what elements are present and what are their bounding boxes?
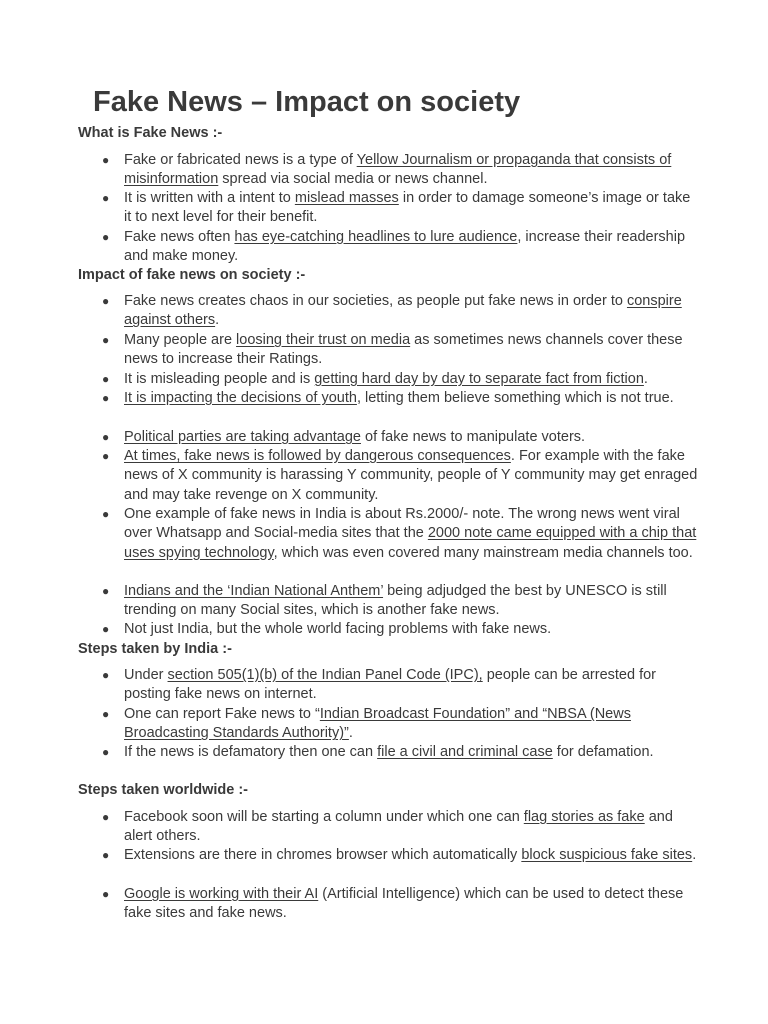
text-segment: . [692,847,697,863]
bullet-icon: ● [102,848,110,862]
text-segment: , increase their readership and make money. [124,229,686,265]
bullet-icon: ● [102,294,110,308]
bullet-icon: ● [102,622,110,636]
section-heading-india: Steps taken by India :- [78,641,232,657]
text-segment: Fake news often [124,229,235,245]
bullet-icon: ● [102,430,110,444]
text-segment: It is written with a intent to [124,190,295,206]
list-item-text [124,705,699,744]
underlined-phrase: conspire against others [124,293,682,329]
bullet-icon: ● [102,153,110,167]
text-segment: Extensions are there in chromes browser which automatically [124,847,522,863]
text-segment: One example of fake news in India is about Rs.2000/- note. The wrong news went viral over Whatsapp and Social-media sites that the [124,506,680,542]
bullet-icon: ● [102,391,110,405]
list-item-text [124,151,699,190]
underlined-phrase: Google is working with their AI [124,886,319,902]
text-segment: If the news is defamatory then one can [124,744,378,760]
bullet-icon: ● [102,584,110,598]
underlined-phrase: loosing their trust on media [236,332,411,348]
list-item-text [124,743,699,762]
section-heading-impact: Impact of fake news on society :- [78,267,306,283]
text-segment: Not just India, but the whole world facing problems with fake news. [124,621,552,637]
section-heading-worldwide: Steps taken worldwide :- [78,782,248,798]
list-item-text [124,370,699,389]
underlined-phrase: has eye-catching headlines to lure audience [234,229,518,245]
text-segment: Under [124,667,168,683]
list-item-text [124,505,699,563]
text-segment: , letting them believe something which is not true. [356,390,674,406]
underlined-phrase: Political parties are taking advantage [124,429,361,445]
text-segment: Fake news creates chaos in our societies, as people put fake news in order to [124,293,627,309]
text-segment: (Artificial Intelligence) which can be used to detect these fake sites and fake news. [124,886,684,922]
bullet-icon: ● [102,372,110,386]
list-item-text [124,292,699,331]
list-item-text [124,846,699,865]
list-item-text [124,389,699,408]
underlined-phrase: section 505(1)(b) of the Indian Panel Code (IPC), [167,667,483,683]
underlined-phrase: block suspicious fake sites [521,847,693,863]
underlined-phrase: mislead masses [294,190,399,206]
bullet-icon: ● [102,230,110,244]
text-segment: Fake or fabricated news is a type of [124,152,357,168]
list-item-text [124,808,699,847]
bullet-icon: ● [102,745,110,759]
text-segment: for defamation. [552,744,654,760]
text-segment: Facebook soon will be starting a column under which one can [124,809,524,825]
text-segment: spread via social media or news channel. [218,171,488,188]
list-item-text [124,428,699,447]
underlined-phrase: Yellow Journalism or propaganda that consists of misinformation [124,152,672,188]
bullet-icon: ● [102,887,110,901]
list-item-text [124,885,699,924]
text-segment: One can report Fake news to “ [124,706,320,722]
text-segment: . [215,312,220,329]
underlined-phrase: file a civil and criminal case [377,744,553,760]
list-item-text [124,620,699,639]
text-segment: It is misleading people and is [124,371,315,387]
bullet-icon: ● [102,333,110,347]
list-item-text [124,582,699,621]
underlined-phrase: Indians and the ‘Indian National Anthem’ [124,583,384,599]
text-segment: . [643,371,648,387]
list-item-text [124,228,699,267]
text-segment: in order to damage someone’s image or take it to next level for their benefit. [124,190,691,226]
list-item-text [124,447,699,505]
list-item-text [124,666,699,705]
bullet-icon: ● [102,191,110,205]
text-segment: . For example with the fake news of X community is harassing Y community, people of Y community may get enraged and may take revenge on X community. [124,448,698,503]
underlined-phrase: 2000 note came equipped with a chip that uses spying technology [124,525,697,561]
bullet-icon: ● [102,449,110,463]
bullet-icon: ● [102,507,110,521]
section-heading-what-is-fake-news: What is Fake News :- [78,125,223,141]
text-segment: people can be arrested for posting fake news on internet. [124,667,656,703]
underlined-phrase: Indian Broadcast Foundation” and “NBSA (News Broadcasting Standards Authority)” [124,706,631,742]
text-segment: being adjudged the best by UNESCO is still trending on many Social sites, which is another fake news. [124,583,667,619]
text-segment: as sometimes news channels cover these news to increase their Ratings. [124,332,683,368]
underlined-phrase: getting hard day by day to separate fact from fiction [314,371,644,387]
underlined-phrase: At times, fake news is followed by dangerous consequences [124,448,511,464]
text-segment: , which was even covered many mainstream media channels too. [273,544,693,561]
page-title: Fake News – Impact on society [93,86,521,118]
text-segment: . [348,725,353,742]
list-item-text [124,331,699,370]
bullet-icon: ● [102,707,110,721]
bullet-icon: ● [102,668,110,682]
text-segment: of fake news to manipulate voters. [360,429,586,445]
list-item-text [124,189,699,228]
underlined-phrase: It is impacting the decisions of youth [124,390,357,406]
underlined-phrase: flag stories as fake [523,809,645,825]
text-segment: Many people are [124,332,237,348]
bullet-icon: ● [102,810,110,824]
text-segment: and alert others. [124,809,673,845]
